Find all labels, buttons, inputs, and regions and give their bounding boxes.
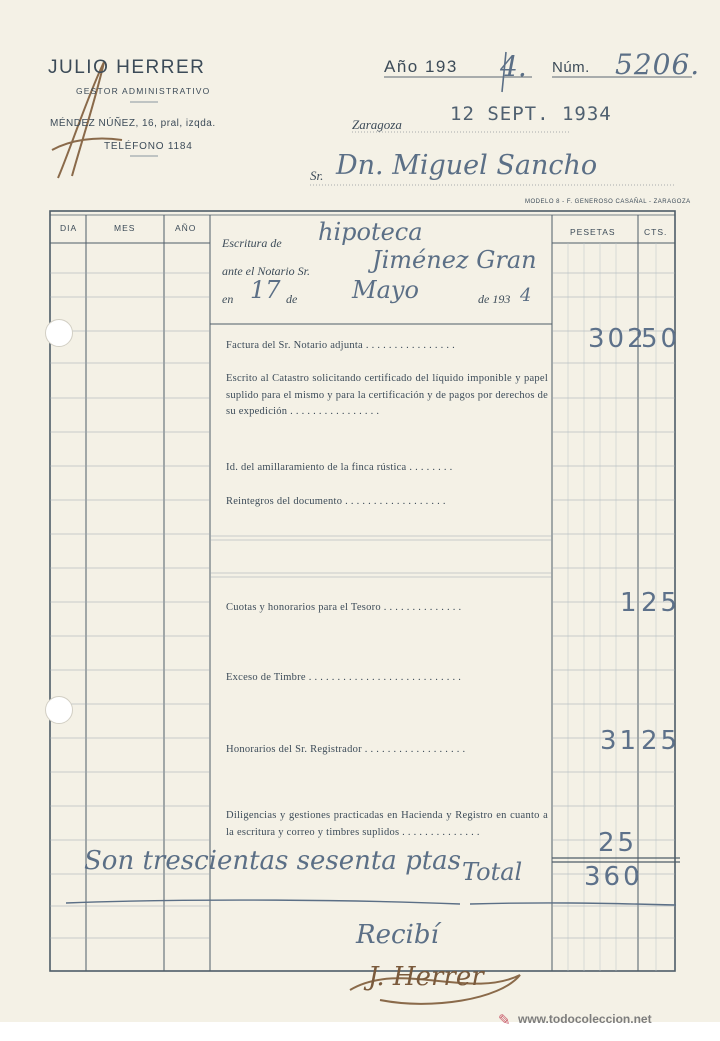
escritura-day: 17 [250,276,281,304]
year-digit: 4. [500,50,527,83]
letterhead-address: MÉNDEZ NÚÑEZ, 16, pral, izqda. [50,118,216,129]
column-header-cts: CTS. [644,227,668,237]
number-label: Núm. [552,59,590,76]
item-text: Exceso de Timbre [226,672,306,683]
escritura-de2: de 193 [478,292,511,306]
item-notario-invoice: Factura del Sr. Notario adjunta . . . . . . . . . . . . . . . . [226,340,455,351]
escritura-en: en [222,292,234,306]
column-header-pesetas: PESETAS [570,227,616,237]
item-text: Honorarios del Sr. Registrador [226,744,362,755]
item-text: Cuotas y honorarios para el Tesoro [226,602,381,613]
escritura-year-digit: 4 [520,285,532,306]
item-text: Factura del Sr. Notario adjunta [226,340,363,351]
item-amillaramiento: Id. del amillaramiento de la finca rústica . . . . . . . . [226,462,453,473]
amount-pesetas-5: 1 [620,588,640,618]
item-text: Reintegros del documento [226,496,343,507]
city-label: Zaragoza [352,117,402,132]
total-amount: 360 [584,862,643,892]
letterhead-name: JULIO HERRER [48,57,206,78]
signature: J. Herrer [368,962,484,992]
watermark-logo-icon: ✎ [498,1012,511,1029]
item-tesoro: Cuotas y honorarios para el Tesoro . . . . . . . . . . . . . . [226,602,462,613]
item-diligencias: Diligencias y gestiones practicadas en Hacienda y Registro en cuanto a la escritura y correo y timbres suplidos . . . . . . . . . . . . . . [226,810,548,838]
notario-name: Jiménez Gran [372,246,537,274]
amount-cts-1: 50 [641,324,681,354]
column-header-day: DIA [60,223,78,233]
total-label: Total [462,858,523,886]
escritura-de1: de [286,292,298,306]
letterhead-phone: TELÉFONO 1184 [104,141,193,152]
date-stamp: 12 SEPT. 1934 [450,103,612,125]
punch-hole-bottom [45,696,73,724]
amount-cts-7: 25 [641,726,681,756]
amount-pesetas-7: 31 [600,726,640,756]
item-text: Id. del amillaramiento de la finca rústica [226,462,407,473]
amount-pesetas-8: 25 [598,828,638,858]
column-header-month: MES [114,223,136,233]
form-model-label: MODELO 8 - F. GENEROSO CASAÑAL - ZARAGOZA [525,199,691,205]
amount-cts-5: 25 [641,588,681,618]
recipient-prefix: Sr. [310,168,324,183]
watermark-link[interactable]: www.todocoleccion.net [518,1012,652,1026]
recipient-name: Dn. Miguel Sancho [336,150,598,181]
item-registrador: Honorarios del Sr. Registrador . . . . . . . . . . . . . . . . . . [226,744,466,755]
item-exceso-timbre: Exceso de Timbre . . . . . . . . . . . . . . . . . . . . . . . . . . . [226,672,462,683]
item-text: Escrito al Catastro solicitando certificado del líquido imponible y papel suplido para el mismo y para la certificación y de pagos por derechos de su expedición [226,373,548,417]
escritura-type: hipoteca [318,218,423,246]
escritura-prefix: Escritura de [222,236,282,250]
invoice-number: 5206. [615,48,701,81]
item-catastro: Escrito al Catastro solicitando certificado del líquido imponible y papel suplido para el mismo y para la certificación y de pagos por derechos de su expedición . . . . . . . . . . . . . . . . [226,373,548,417]
column-header-year: AÑO [175,223,197,233]
received-mark: Recibí [356,920,439,950]
notario-prefix: ante el Notario Sr. [222,264,311,278]
escritura-month: Mayo [352,276,419,304]
total-in-words: Son trescientas sesenta ptas [84,846,461,876]
item-text: Diligencias y gestiones practicadas en Hacienda y Registro en cuanto a la escritura y correo y timbres suplidos [226,810,548,838]
year-label: Año 193 [384,57,458,76]
letterhead-role: GESTOR ADMINISTRATIVO [76,86,211,96]
item-reintegros: Reintegros del documento . . . . . . . . . . . . . . . . . . [226,496,446,507]
amount-pesetas-1: 302 [588,324,647,354]
punch-hole-top [45,319,73,347]
